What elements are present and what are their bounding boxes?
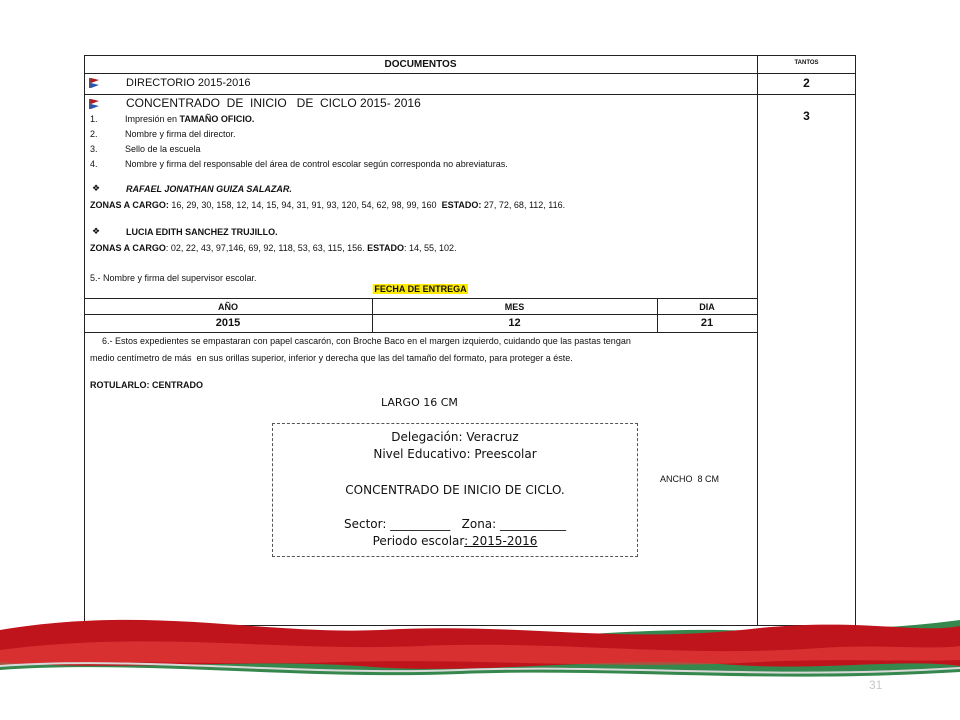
list-text: Sello de la escuela: [125, 144, 201, 154]
date-header-anio: AÑO: [218, 302, 238, 312]
item-6-line-1: 6.- Estos expedientes se empastaran con papel cascarón, con Broche Baco en el margen izquierdo, cuidando que las pastas tengan: [102, 336, 631, 346]
label-periodo: Periodo escolar: 2015-2016: [372, 534, 538, 548]
label-concentrado: CONCENTRADO DE INICIO DE CICLO.: [345, 483, 565, 497]
header-tantos: TANTOS: [794, 60, 819, 66]
largo-label: LARGO 16 CM: [381, 396, 458, 409]
label-delegacion: Delegación: Veracruz: [391, 430, 519, 444]
concentrado-title: CONCENTRADO DE INICIO DE CICLO 2015- 2016: [126, 96, 421, 110]
item-5: 5.- Nombre y firma del supervisor escolar.: [90, 273, 257, 283]
supervisor-2-name: LUCIA EDITH SANCHEZ TRUJILLO.: [126, 227, 278, 237]
list-num: 2.: [90, 129, 98, 139]
supervisor-1-zonas: ZONAS A CARGO: 16, 29, 30, 158, 12, 14, 15, 94, 31, 91, 93, 120, 54, 62, 98, 99, 160 ESTADO: 27, 72, 68, 112, 116.: [90, 200, 566, 210]
date-value-dia: 21: [700, 317, 714, 329]
header-documentos: DOCUMENTOS: [384, 59, 457, 70]
table-border-left: [84, 55, 85, 626]
item-6-line-2: medio centímetro de más en sus orillas superior, inferior y derecha que las del tamaño del formato, para proteger a éste.: [90, 353, 573, 363]
list-item: [90, 114, 254, 124]
flag-bullet-icon: [88, 77, 100, 89]
list-text: Nombre y firma del responsable del área de control escolar según corresponda no abreviaturas.: [125, 159, 508, 169]
table-border-top: [84, 55, 856, 56]
supervisor-1-name: RAFAEL JONATHAN GUIZA SALAZAR.: [126, 184, 292, 194]
label-mockup-box: [272, 423, 638, 557]
flag-bullet-icon: [88, 98, 100, 110]
page-number: 31: [869, 678, 883, 692]
label-sector-zona: Sector: __________ Zona: ___________: [343, 517, 567, 531]
directorio-title: DIRECTORIO 2015-2016: [126, 77, 251, 89]
directorio-tantos: 2: [803, 76, 810, 90]
rotular-label: ROTULARLO: CENTRADO: [90, 380, 203, 390]
date-value-anio: 2015: [215, 317, 241, 329]
list-num: 4.: [90, 159, 98, 169]
label-nivel: Nivel Educativo: Preescolar: [373, 447, 537, 461]
list-text: Nombre y firma del director.: [125, 129, 236, 139]
table-border-right: [855, 55, 856, 626]
decorative-ribbon: [0, 600, 960, 720]
list-num: 1.: [90, 114, 98, 124]
fecha-entrega-label: FECHA DE ENTREGA: [374, 284, 467, 294]
date-table-bottom: [84, 332, 758, 333]
date-header-dia: DIA: [699, 302, 715, 312]
list-item: [90, 144, 201, 154]
diamond-bullet-icon: ❖: [92, 226, 101, 236]
date-header-mes: MES: [504, 302, 525, 312]
list-item: [90, 159, 508, 169]
ancho-label: ANCHO 8 CM: [660, 474, 720, 484]
diamond-bullet-icon: ❖: [92, 183, 101, 193]
list-item: [90, 129, 236, 139]
row-divider-directorio: [84, 94, 856, 95]
supervisor-2-zonas: ZONAS A CARGO: 02, 22, 43, 97,146, 69, 92, 118, 53, 63, 115, 156. ESTADO: 14, 55, 102.: [90, 243, 457, 253]
concentrado-tantos: 3: [803, 109, 810, 123]
date-value-mes: 12: [508, 317, 521, 329]
list-text: Impresión en TAMAÑO OFICIO.: [125, 114, 255, 124]
row-divider-header: [84, 73, 856, 74]
list-num: 3.: [90, 144, 98, 154]
tantos-column-divider: [757, 55, 758, 626]
